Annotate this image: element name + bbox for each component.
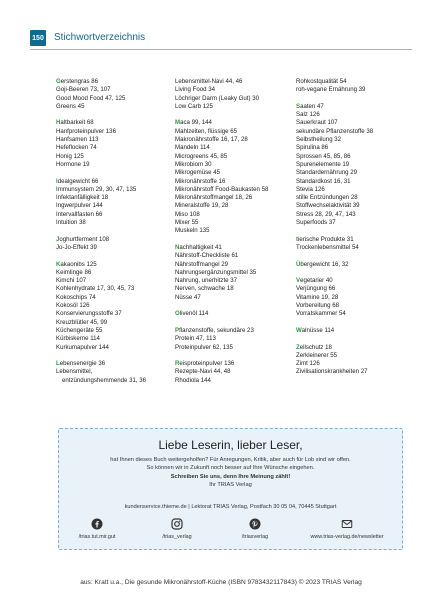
index-entry <box>175 202 265 210</box>
pinterest-link[interactable] <box>225 518 285 540</box>
index-entry <box>175 360 265 368</box>
index-entry <box>56 310 146 318</box>
index-spacer <box>175 111 265 119</box>
index-entry <box>175 119 265 127</box>
index-entry <box>175 169 265 177</box>
index-entry <box>56 261 146 269</box>
index-entry-text: Kreuzblütler 45, 99 <box>56 318 108 326</box>
index-entry-text: Rezepte-Navi 44, 48 <box>175 368 231 376</box>
index-entry <box>175 227 265 235</box>
index-entry-text: Nüsse 47 <box>175 293 201 301</box>
index-entry-text: Lebensmittel, <box>56 368 93 376</box>
index-entry-text: Honig 125 <box>56 152 84 160</box>
index-entry-text: Zimt 126 <box>296 360 320 368</box>
index-entry-text: Küchengeräte 55 <box>56 326 103 334</box>
index-entry <box>296 219 386 227</box>
index-spacer <box>175 236 265 244</box>
index-entry <box>56 194 146 202</box>
index-entry-text: Kokoschips 74 <box>56 293 96 301</box>
index-entry <box>56 377 146 385</box>
index-entry-text: Protein 47, 113 <box>175 335 216 343</box>
index-initial-letter: O <box>175 310 180 318</box>
index-entry-text: Löchriger Darm (Leaky Gut) 30 <box>175 94 259 102</box>
index-entry-text: Low Carb 125 <box>175 102 213 110</box>
index-initial-letter: G <box>56 78 61 85</box>
mail-icon <box>341 518 353 530</box>
index-initial-letter: J <box>56 235 60 243</box>
index-entry-text: Verjüngung 66 <box>296 285 336 293</box>
source-credit: aus: Kratt u.a., Die gesunde Mikronährstoff-Küche (ISBN 9783432117843) © 2023 TRIAS Verlag <box>80 579 362 586</box>
index-entry-text: ierische Produkte 31 <box>298 235 354 243</box>
index-initial-letter: H <box>56 119 61 127</box>
index-entry <box>56 219 146 227</box>
index-entry-text: aca 99, 144 <box>180 119 212 127</box>
index-spacer <box>56 227 146 235</box>
index-entry-text: Kurkumapulver 144 <box>56 343 109 351</box>
index-entry <box>296 352 386 360</box>
index-entry <box>296 194 386 202</box>
index-entry-text: Lebensmittel-Navi 44, 46 <box>175 78 243 85</box>
index-entry <box>56 119 146 127</box>
index-entry-text: altbarkeit 68 <box>60 119 94 127</box>
feedback-body <box>69 456 392 490</box>
index-entry <box>296 119 386 127</box>
index-entry <box>296 78 386 86</box>
index-entry <box>296 169 386 177</box>
pinterest-label: /triasverlag <box>241 534 269 540</box>
index-entry <box>56 153 146 161</box>
index-entry <box>175 211 265 219</box>
index-entry <box>296 128 386 136</box>
index-entry <box>175 185 269 194</box>
instagram-icon <box>171 518 183 530</box>
index-entry-text: alnüsse 114 <box>301 326 335 334</box>
index-entry-text: Goji-Beeren 73, 107 <box>56 86 111 94</box>
index-column-3 <box>296 78 386 377</box>
index-entry-text: Mahlzeiten, flüssige 65 <box>175 127 237 135</box>
index-entry <box>175 153 265 161</box>
index-entry-text: Nährstoffmangel 29 <box>175 260 229 268</box>
index-entry-text: Rohkostqualität 54 <box>296 78 347 85</box>
index-entry-text: Greens 45 <box>56 102 85 110</box>
index-entry-text: Kimchi 107 <box>56 277 87 285</box>
index-entry-text: Rhodiola 144 <box>175 376 211 384</box>
index-entry-text: Makronährstoffe 16, 17, 28 <box>175 136 248 144</box>
index-entry <box>296 103 386 111</box>
index-entry-text: livenöl 114 <box>179 310 209 318</box>
index-entry <box>175 178 265 186</box>
index-entry-text: Miso 108 <box>175 210 200 218</box>
instagram-link[interactable] <box>147 518 207 540</box>
index-entry <box>175 344 265 352</box>
index-entry-text: Nahrungsergänzungsmittel 35 <box>175 268 257 276</box>
index-entry-text: Proteinpulver 62, 135 <box>175 343 233 351</box>
index-entry-text: aaten 47 <box>300 102 324 110</box>
index-initial-letter: N <box>175 243 180 251</box>
index-entry-text: Intuition 38 <box>56 219 86 227</box>
index-entry <box>296 310 386 318</box>
social-links <box>67 518 394 546</box>
index-entry <box>175 327 265 335</box>
index-column-1 <box>56 78 146 385</box>
index-entry <box>56 344 146 352</box>
index-entry-text: Kürbiskerne 114 <box>56 335 100 343</box>
index-entry-text: Mikronährstoffe 16 <box>175 177 226 185</box>
index-entry <box>175 219 265 227</box>
index-entry-text: achhaltigkeit 41 <box>179 243 222 251</box>
index-entry-text: Stress 28, 29, 47, 143 <box>296 210 356 218</box>
index-entry <box>56 327 146 335</box>
index-entry <box>56 78 146 86</box>
index-entry-text: Sauerkraut 107 <box>296 119 338 127</box>
index-initial-letter: M <box>175 119 181 127</box>
index-entry <box>296 360 386 368</box>
index-entry <box>175 144 265 152</box>
index-entry-text: Muskeln 135 <box>175 227 210 235</box>
facebook-link[interactable] <box>67 518 127 540</box>
index-entry <box>56 277 146 285</box>
index-entry-text: Mikronährstoff Food-Baukasten 58 <box>175 185 269 193</box>
index-entry-text: flanzenstoffe, sekundäre 23 <box>179 326 254 334</box>
index-spacer <box>296 252 386 260</box>
index-entry <box>56 86 146 94</box>
index-entry-text: Keimlinge 86 <box>56 268 92 276</box>
index-initial-letter: L <box>56 360 60 368</box>
index-entry-text: Mixer 55 <box>175 219 199 227</box>
index-entry-text: Zivilisationskrankheiten 27 <box>296 368 368 376</box>
index-initial-letter: S <box>296 102 301 110</box>
index-entry <box>56 202 146 210</box>
index-entry-text: Mikronährstoffmangel 18, 26 <box>175 194 253 202</box>
index-entry <box>296 244 386 252</box>
page-title: Stichwortverzeichnis <box>54 32 146 43</box>
index-entry <box>175 285 265 293</box>
index-entry <box>175 244 265 252</box>
index-entry-text: Sprossen 45, 85, 86 <box>296 152 351 160</box>
index-initial-letter: I <box>56 177 58 185</box>
index-entry <box>296 111 386 119</box>
index-entry <box>175 252 265 260</box>
index-entry-text: Ingwerpulver 144 <box>56 202 103 210</box>
index-entry-text: Living Food 34 <box>175 86 215 94</box>
index-entry-text: bergewicht 16, 32 <box>300 260 349 268</box>
index-entry-text: Jo-Jo-Effekt 39 <box>56 243 97 251</box>
index-entry-text: stille Entzündungen 28 <box>296 194 358 202</box>
index-entry-text: Hefeflocken 74 <box>56 144 97 152</box>
index-entry <box>296 86 386 94</box>
index-entry <box>296 368 386 376</box>
index-entry-text: Mineralstoffe 19, 28 <box>175 202 229 210</box>
index-entry <box>296 236 386 244</box>
index-spacer <box>296 335 386 343</box>
index-entry <box>56 128 146 136</box>
index-entry <box>56 302 146 310</box>
index-entry <box>296 178 386 186</box>
index-entry <box>296 294 386 302</box>
index-spacer <box>296 319 386 327</box>
index-entry <box>56 244 146 252</box>
index-initial-letter: P <box>175 326 180 334</box>
index-entry-text: roh-vegane Ernährung 39 <box>296 86 366 94</box>
index-entry <box>175 294 265 302</box>
feedback-line: So können wir in Zukunft noch besser auf Ihre Wünsche eingehen. <box>146 465 315 472</box>
index-entry <box>296 211 386 219</box>
feedback-line: Schreiben Sie uns, denn Ihre Meinung zählt! <box>170 473 291 480</box>
index-initial-letter: W <box>296 326 302 334</box>
index-spacer <box>56 352 146 360</box>
index-entry-text: Immunsystem 29, 30, 47, 135 <box>56 185 137 193</box>
index-entry-text: Vorbereitung 68 <box>296 302 340 310</box>
index-entry-text: Infektanfälligkeit 18 <box>56 194 109 202</box>
index-initial-letter: Ü <box>296 260 301 268</box>
index-entry <box>56 335 146 343</box>
index-entry <box>296 186 386 194</box>
index-entry <box>56 144 146 152</box>
index-entry <box>296 285 386 293</box>
index-entry-text: akaonibs 125 <box>60 260 97 268</box>
index-entry <box>296 202 386 210</box>
index-entry-text: entzündungshemmende 31, 36 <box>62 376 147 384</box>
page-number: 150 <box>30 30 46 46</box>
index-entry-text: Salz 126 <box>296 111 320 119</box>
header-divider <box>30 49 412 50</box>
index-entry-text: Zerkleinerer 55 <box>296 351 337 359</box>
index-entry-text: Nährstoff-Checkliste 61 <box>175 252 239 260</box>
index-initial-letter: t <box>296 235 299 243</box>
index-entry <box>296 144 386 152</box>
index-entry-text: ebensenergie 36 <box>59 360 106 368</box>
index-entry <box>175 86 265 94</box>
index-entry-text: Mikrogemüse 45 <box>175 169 221 177</box>
index-entry-text: eisproteinpulver 136 <box>179 360 235 368</box>
index-entry <box>56 103 146 111</box>
index-entry <box>56 319 146 327</box>
index-entry <box>175 95 265 103</box>
index-spacer <box>56 252 146 260</box>
instagram-label: /trias_verlag <box>162 534 192 540</box>
index-entry <box>175 277 265 285</box>
index-entry-text: Spurenelemente 19 <box>296 160 350 168</box>
index-entry-text: Nahrung, unerhitzte 37 <box>175 277 237 285</box>
index-columns <box>56 78 401 398</box>
index-entry <box>296 261 386 269</box>
index-entry-text: Microgreens 45, 85 <box>175 152 228 160</box>
index-entry <box>56 269 146 277</box>
index-entry <box>296 302 386 310</box>
index-entry-text: Trockenlebensmittel 54 <box>296 243 359 251</box>
index-entry-text: Standardkost 16, 31 <box>296 177 351 185</box>
index-entry-text: Good Mood Food 47, 125 <box>56 94 126 102</box>
index-entry <box>56 186 146 194</box>
pinterest-icon <box>249 518 261 530</box>
index-entry-text: Standardernährung 29 <box>296 169 357 177</box>
index-entry <box>56 285 146 293</box>
index-entry-text: Vorratskammer 54 <box>296 310 346 318</box>
index-entry-text: Mandeln 114 <box>175 144 210 152</box>
feedback-signature: Ihr TRIAS Verlag <box>209 482 252 489</box>
index-entry-text: Stoffwechselaktivität 39 <box>296 202 360 210</box>
index-initial-letter: V <box>296 277 301 285</box>
index-entry <box>56 211 146 219</box>
index-entry-text: erstengras 86 <box>60 78 99 85</box>
index-spacer <box>56 169 146 177</box>
index-initial-letter: R <box>175 360 180 368</box>
index-entry-text: Stevia 126 <box>296 185 325 193</box>
index-entry <box>56 294 146 302</box>
index-entry-text: ellschutz 18 <box>299 343 332 351</box>
index-entry <box>56 360 146 368</box>
index-entry-text: Hormone 19 <box>56 160 90 168</box>
index-entry <box>175 335 265 343</box>
index-entry <box>296 161 386 169</box>
index-entry <box>56 368 146 376</box>
index-spacer <box>296 269 386 277</box>
reader-feedback-box <box>58 428 403 550</box>
index-spacer <box>56 111 146 119</box>
index-entry-text: Hanfproteinpulver 136 <box>56 127 116 135</box>
index-spacer <box>175 302 265 310</box>
index-spacer <box>296 227 386 235</box>
index-entry-text: Vitamine 19, 28 <box>296 293 339 301</box>
index-spacer <box>175 319 265 327</box>
index-initial-letter: K <box>56 260 61 268</box>
index-entry <box>175 377 265 385</box>
newsletter-label: www.trias-verlag.de/newsletter <box>310 534 384 540</box>
index-entry <box>175 136 265 144</box>
facebook-icon <box>91 518 103 530</box>
index-entry-text: Spirulina 86 <box>296 144 329 152</box>
index-entry-text: Intervallfasten 66 <box>56 210 103 218</box>
index-entry-text: Mikrobiom 30 <box>175 160 212 168</box>
index-spacer <box>175 352 265 360</box>
facebook-label: /trias.tut.mir.gut <box>78 534 116 540</box>
index-entry-text: Kohlenhydrate 17, 30, 45, 73 <box>56 285 135 293</box>
index-entry <box>175 78 265 86</box>
feedback-contact: kundenservice.thieme.de | Lektorat TRIAS Verlag, Postfach 30 05 04, 70445 Stuttgart <box>124 504 337 510</box>
index-entry-text: Nerven, schwache 18 <box>175 285 234 293</box>
index-entry <box>56 95 146 103</box>
index-entry <box>56 178 146 186</box>
index-entry <box>175 310 265 318</box>
index-entry-text: Konservierungsstoffe 37 <box>56 310 122 318</box>
index-entry <box>175 194 265 202</box>
index-entry-text: egetarier 40 <box>300 277 333 285</box>
index-entry <box>175 261 265 269</box>
index-spacer <box>296 95 386 103</box>
index-entry <box>175 103 265 111</box>
feedback-heading: Liebe Leserin, lieber Leser, <box>158 438 303 452</box>
index-entry-text: sekundäre Pflanzenstoffe 38 <box>296 127 374 135</box>
index-entry <box>175 161 265 169</box>
index-entry <box>175 368 265 376</box>
index-entry <box>296 327 386 335</box>
newsletter-link[interactable] <box>299 518 395 540</box>
index-entry-text: Selbstheilung 32 <box>296 136 342 144</box>
index-entry <box>56 136 146 144</box>
feedback-line: hat Ihnen dieses Buch weitergeholfen? Für Anregungen, Kritik, aber auch für Lob sind wir offen. <box>110 457 351 463</box>
index-entry <box>296 153 386 161</box>
index-entry <box>56 236 146 244</box>
index-entry <box>175 269 265 277</box>
index-entry <box>296 277 386 285</box>
index-entry-text: Superfoods 37 <box>296 219 336 227</box>
index-entry-text: Kokosöl 126 <box>56 302 90 310</box>
index-entry-text: Hanfsamen 113 <box>56 136 99 144</box>
index-initial-letter: Z <box>296 343 300 351</box>
index-entry <box>175 128 265 136</box>
index-entry <box>56 161 146 169</box>
index-column-2 <box>175 78 269 385</box>
index-entry <box>296 136 386 144</box>
index-entry-text: oghurtferment 108 <box>59 235 110 243</box>
index-entry-text: dealgewicht 66 <box>57 177 99 185</box>
index-entry <box>296 344 386 352</box>
